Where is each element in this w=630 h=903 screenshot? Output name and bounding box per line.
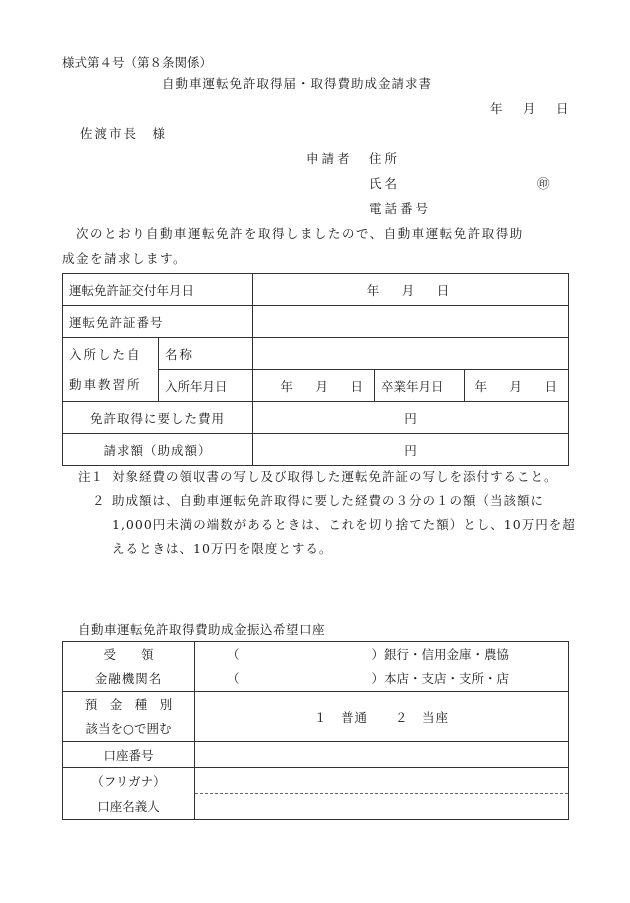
receiver-label: 受 領 bbox=[103, 646, 154, 662]
applicant-name-label: 氏名 bbox=[369, 176, 401, 191]
institution-name-label: 金融機関名 bbox=[94, 670, 163, 686]
driving-school-label bbox=[63, 338, 159, 402]
cost-label: 免許取得に要した費用 bbox=[63, 402, 253, 434]
furigana-field[interactable] bbox=[195, 768, 568, 793]
note-1-text: 対象経費の領収書の写し及び取得した運転免許証の写しを添付すること。 bbox=[112, 469, 558, 484]
intro-line-2: 成金を請求します。 bbox=[62, 251, 188, 266]
bank-table bbox=[62, 641, 569, 820]
notes bbox=[78, 465, 578, 561]
form-title: 自動車運転免許取得届・取得費助成金請求書 bbox=[162, 76, 433, 91]
deposit-type-label-line-1: 預 金 種 別 bbox=[84, 696, 173, 712]
graduation-date-value[interactable]: 年 月 日 bbox=[465, 370, 569, 402]
account-number-field[interactable] bbox=[195, 742, 569, 768]
bank-section-title: 自動車運転免許取得費助成金振込希望口座 bbox=[78, 622, 326, 637]
bank-types: ）銀行・信用金庫・農協 bbox=[371, 646, 510, 662]
graduation-date-label: 卒業年月日 bbox=[375, 370, 465, 402]
license-number-field[interactable] bbox=[253, 306, 569, 338]
license-number-label: 運転免許証番号 bbox=[63, 306, 253, 338]
entry-date-label: 入所年月日 bbox=[159, 370, 253, 402]
note-2-text: 助成額は、自動車運転免許取得に要した経費の３分の１の額（当該額に1,000円未満の端数があるときは、これを切り捨てた額）とし、10万円を超えるときは、10万円を限度とする。 bbox=[112, 493, 576, 556]
submission-date: 年 月 日 bbox=[490, 101, 573, 116]
branch-types: ）本店・支店・支所・店 bbox=[371, 670, 510, 686]
driving-school-label-line-1: 入所した自 bbox=[69, 346, 142, 362]
intro-line-1: 次のとおり自動車運転免許を取得しましたので、自動車運転免許取得助 bbox=[62, 226, 524, 241]
furigana-label: （フリガナ） bbox=[91, 773, 166, 789]
institution-label bbox=[63, 642, 195, 692]
holder-name-label: 口座名義人 bbox=[97, 798, 160, 814]
applicant-label: 申請者 bbox=[306, 151, 353, 166]
school-name-label: 名称 bbox=[159, 338, 253, 370]
account-holder-field[interactable] bbox=[195, 768, 569, 820]
seal-mark: ㊞ bbox=[537, 176, 550, 191]
deposit-type-label bbox=[63, 692, 195, 742]
deposit-type-label-line-2: 該当を○で囲む bbox=[85, 720, 172, 736]
cost-value[interactable]: 円 bbox=[253, 402, 569, 434]
addressee: 佐渡市長 様 bbox=[80, 126, 168, 141]
branch-paren-open: （ bbox=[227, 670, 240, 686]
license-table bbox=[62, 273, 569, 466]
school-name-field[interactable] bbox=[253, 338, 569, 370]
form-number: 様式第４号（第８条関係） bbox=[62, 55, 213, 70]
driving-school-label-line-2: 動車教習所 bbox=[69, 376, 142, 392]
account-number-label: 口座番号 bbox=[63, 742, 195, 768]
claim-amount-value[interactable]: 円 bbox=[253, 434, 569, 466]
note-2 bbox=[78, 489, 578, 561]
license-date-value[interactable]: 年 月 日 bbox=[253, 274, 569, 306]
deposit-type-options[interactable]: １ 普通 ２ 当座 bbox=[195, 692, 569, 742]
note-1-mark: 注１ bbox=[78, 469, 104, 484]
note-2-mark: ２ bbox=[92, 493, 105, 508]
bank-paren-open: （ bbox=[227, 646, 240, 662]
institution-field[interactable] bbox=[195, 642, 569, 692]
license-date-label: 運転免許証交付年月日 bbox=[63, 274, 253, 306]
holder-name-field[interactable] bbox=[195, 793, 568, 819]
bank-line bbox=[227, 643, 562, 667]
claim-amount-label: 請求額（助成額） bbox=[63, 434, 253, 466]
entry-date-value[interactable]: 年 月 日 bbox=[253, 370, 375, 402]
account-holder-label bbox=[63, 768, 195, 820]
branch-line bbox=[227, 667, 562, 691]
note-1 bbox=[78, 465, 578, 489]
applicant-address-label: 住所 bbox=[369, 151, 401, 166]
applicant-phone-label: 電話番号 bbox=[369, 201, 432, 216]
